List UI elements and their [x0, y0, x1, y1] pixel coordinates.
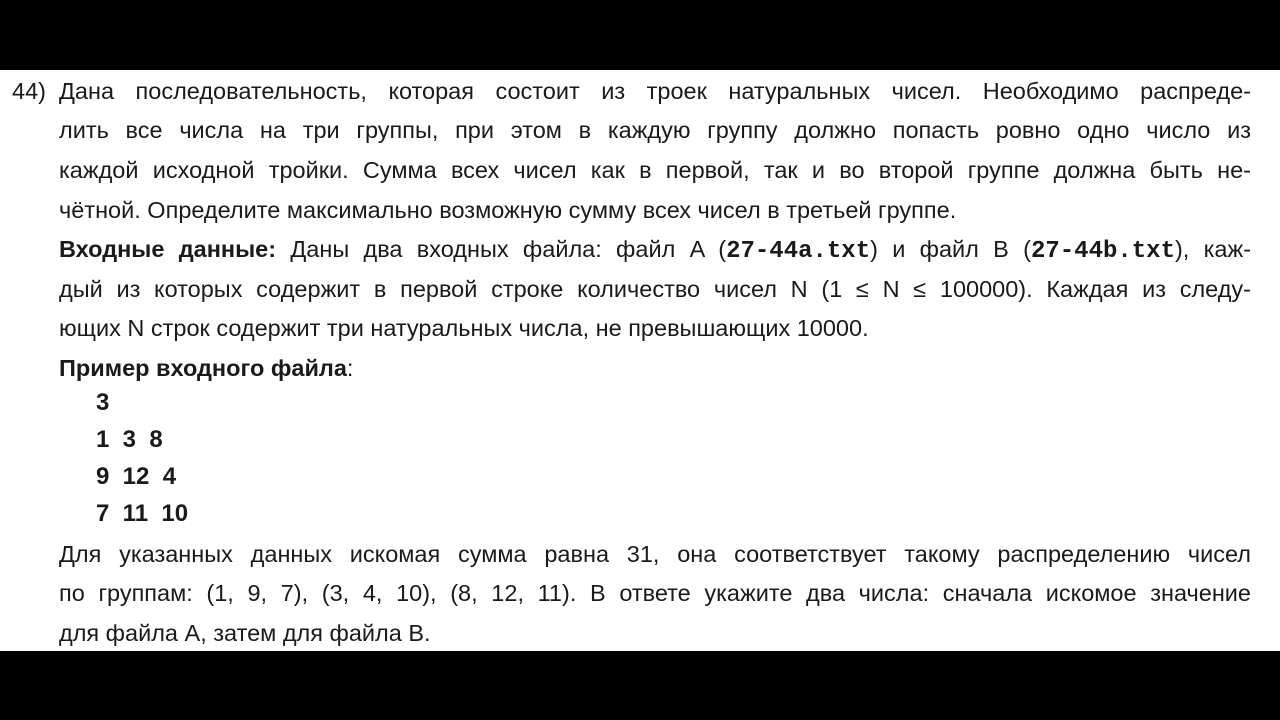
example-row-1: 3: [96, 389, 110, 416]
problem-line-4: чётной. Определите максимально возможную сумму всех чисел в третьей группе.: [59, 197, 957, 223]
file-b-name: 27-44b.txt: [1030, 238, 1175, 265]
example-row-2: 1 3 8: [96, 426, 163, 453]
problem-line-1: Дана последовательность, которая состоит из троек натуральных чисел. Необходимо распреде-: [59, 78, 1251, 104]
example-heading-line: [59, 353, 353, 383]
example-colon: :: [346, 355, 354, 381]
file-a-name: 27-44a.txt: [726, 238, 871, 265]
example-row-3: 9 12 4: [96, 463, 177, 490]
example-heading: Пример входного файла: [59, 355, 347, 381]
input-text-c: ), каж-: [1174, 236, 1252, 262]
problem-number: 44): [12, 78, 46, 104]
input-text-a: Даны два входных файла: файл A (: [276, 236, 727, 262]
input-line-2: дый из которых содержит в первой строке количество чисел N (1 ≤ N ≤ 100000). Каждая из следу-: [59, 276, 1251, 302]
example-row-4: 7 11 10: [96, 500, 189, 527]
input-text-b: ) и файл B (: [870, 236, 1031, 262]
problem-line-2: лить все числа на три группы, при этом в каждую группу должно попасть ровно одно число из: [59, 117, 1251, 143]
answer-line-3: для файла A, затем для файла B.: [59, 620, 431, 646]
answer-line-1: Для указанных данных искомая сумма равна 31, она соответствует такому распределению чисел: [59, 541, 1251, 567]
answer-line-2: по группам: (1, 9, 7), (3, 4, 10), (8, 12, 11). В ответе укажите два числа: сначала искомое значение: [59, 580, 1251, 606]
problem-line-3: каждой исходной тройки. Сумма всех чисел как в первой, так и во второй группе должна быть не-: [59, 157, 1251, 183]
input-line-3: ющих N строк содержит три натуральных числа, не превышающих 10000.: [59, 315, 869, 341]
input-heading: Входные данные:: [59, 236, 277, 262]
input-line-1: [59, 234, 1251, 267]
